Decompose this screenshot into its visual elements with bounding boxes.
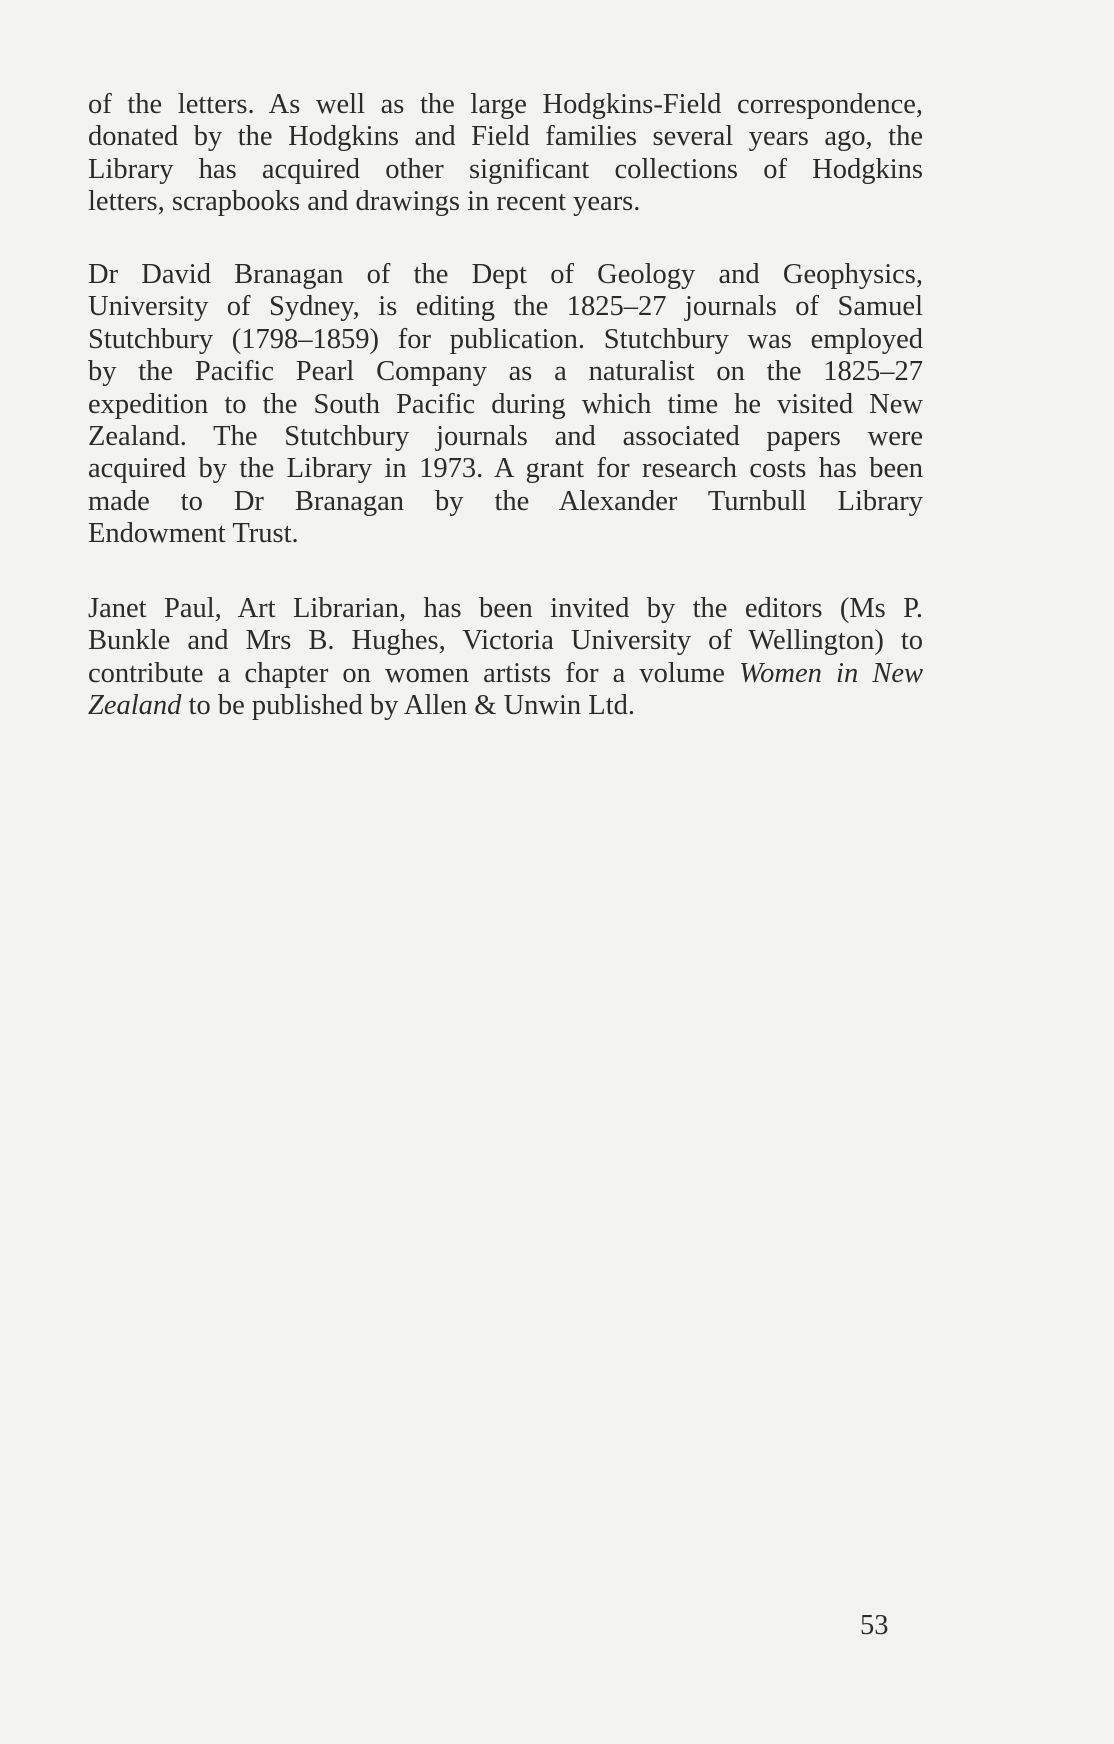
text-line: made to Dr Branagan by the Alexander Turnbull Library [88,485,923,517]
text-line [88,690,923,722]
text-line [88,658,923,690]
text-line: of the letters. As well as the large Hodgkins-Field correspondence, [88,89,923,120]
text-segment: to be published by Allen & Unwin Ltd. [181,690,636,722]
book-title: Zealand [88,690,182,722]
paragraph-janet-paul [88,593,923,723]
text-segment: contribute a chapter on women artists for a volume [88,657,725,689]
paragraph-branagan [88,259,923,551]
text-line: Stutchbury (1798–1859) for publication. Stutchbury was employed [88,323,923,355]
text-line: Dr David Branagan of the Dept of Geology and Geophysics, [88,259,923,290]
text-line: University of Sydney, is editing the 1825–27 journals of Samuel [88,291,923,323]
text-line: by the Pacific Pearl Company as a naturalist on the 1825–27 [88,356,923,388]
text-line: donated by the Hodgkins and Field families several years ago, the [88,121,923,153]
text-line: Bunkle and Mrs B. Hughes, Victoria University of Wellington) to [88,625,923,657]
text-line: Zealand. The Stutchbury journals and associated papers were [88,421,923,453]
paragraph-hodgkins [88,89,923,219]
text-line: Janet Paul, Art Librarian, has been invited by the editors (Ms P. [88,593,923,624]
text-line: expedition to the South Pacific during which time he visited New [88,388,923,420]
text-line: Endowment Trust. [88,518,299,550]
text-line: letters, scrapbooks and drawings in recent years. [88,186,641,218]
page-number: 53 [860,1610,889,1641]
text-line: Library has acquired other significant collections of Hodgkins [88,153,923,185]
book-title: Women in New [739,657,924,689]
text-line: acquired by the Library in 1973. A grant for research costs has been [88,453,923,485]
